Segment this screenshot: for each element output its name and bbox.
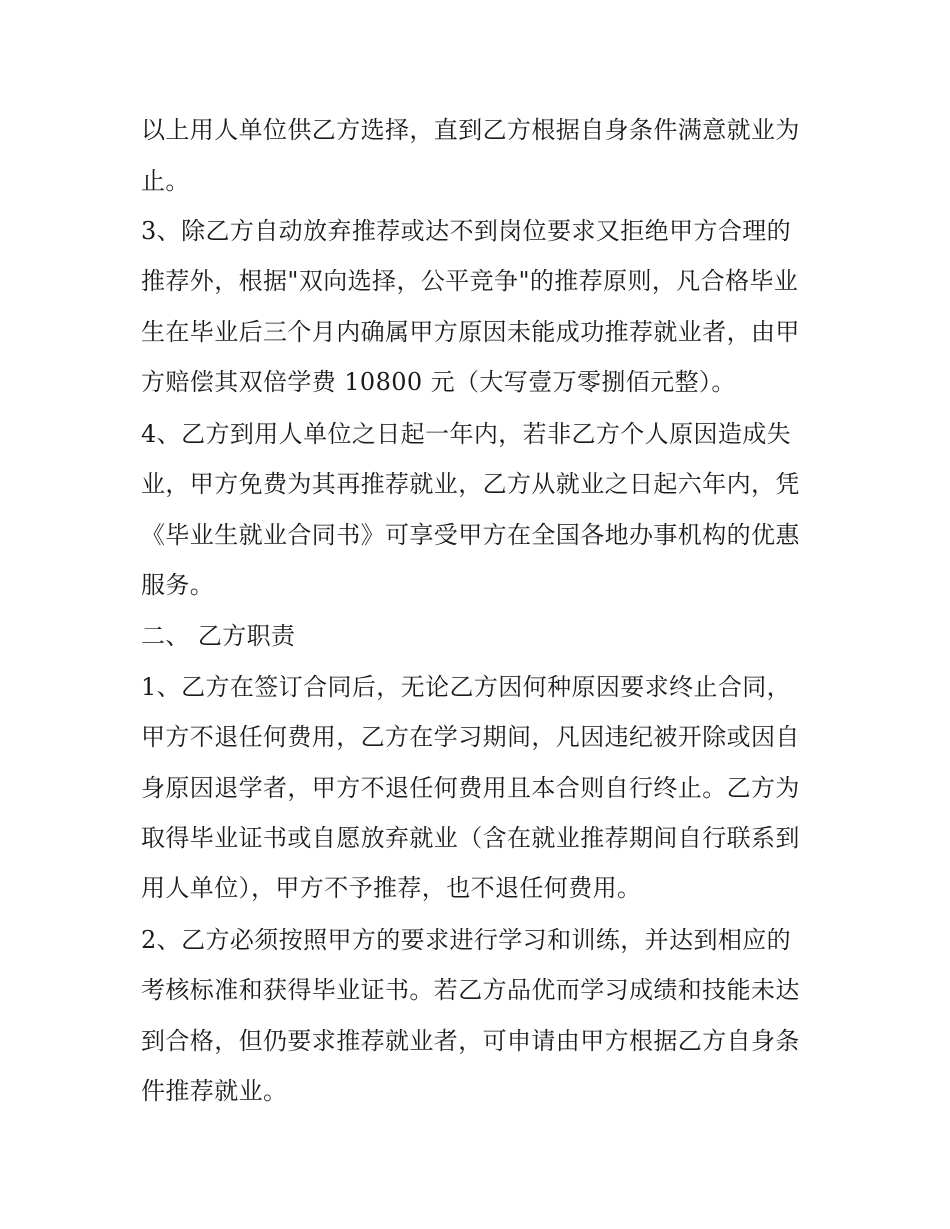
text-line: 取得毕业证书或自愿放弃就业（含在就业推荐期间自行联系到 <box>141 824 800 852</box>
text-line: 用人单位），甲方不予推荐，也不退任何费用。 <box>141 874 642 902</box>
text-line: 考核标准和获得毕业证书。若乙方品优而学习成绩和技能未达 <box>141 976 800 1004</box>
text-line: 推荐外，根据"双向选择，公平竞争"的推荐原则，凡合格毕业 <box>141 267 799 295</box>
text-line: 止。 <box>141 167 190 195</box>
text-line: 甲方不退任何费用，乙方在学习期间，凡因违纪被开除或因自 <box>141 723 800 751</box>
text-line: 到合格，但仍要求推荐就业者，可申请由甲方根据乙方自身条 <box>141 1027 800 1055</box>
text-line: 3、除乙方自动放弃推荐或达不到岗位要求又拒绝甲方合理的 <box>141 217 792 245</box>
text-line: 生在毕业后三个月内确属甲方原因未能成功推荐就业者，由甲 <box>141 318 800 346</box>
text-line: 1、乙方在签订合同后，无论乙方因何种原因要求终止合同， <box>141 673 792 701</box>
text-line: 方赔偿其双倍学费 10800 元（大写壹万零捌佰元整）。 <box>141 368 736 396</box>
text-line: 身原因退学者，甲方不退任何费用且本合则自行终止。乙方为 <box>141 774 800 802</box>
text-line: 服务。 <box>141 571 215 599</box>
section-heading: 二、 乙方职责 <box>141 622 296 650</box>
text-line: 4、乙方到用人单位之日起一年内，若非乙方个人原因造成失 <box>141 420 792 448</box>
text-line: 件推荐就业。 <box>141 1077 288 1105</box>
text-line: 《毕业生就业合同书》可享受甲方在全国各地办事机构的优惠 <box>141 521 800 549</box>
text-line: 以上用人单位供乙方选择，直到乙方根据自身条件满意就业为 <box>141 116 800 144</box>
text-line: 2、乙方必须按照甲方的要求进行学习和训练，并达到相应的 <box>141 926 792 954</box>
text-line: 业，甲方免费为其再推荐就业，乙方从就业之日起六年内，凭 <box>141 470 800 498</box>
